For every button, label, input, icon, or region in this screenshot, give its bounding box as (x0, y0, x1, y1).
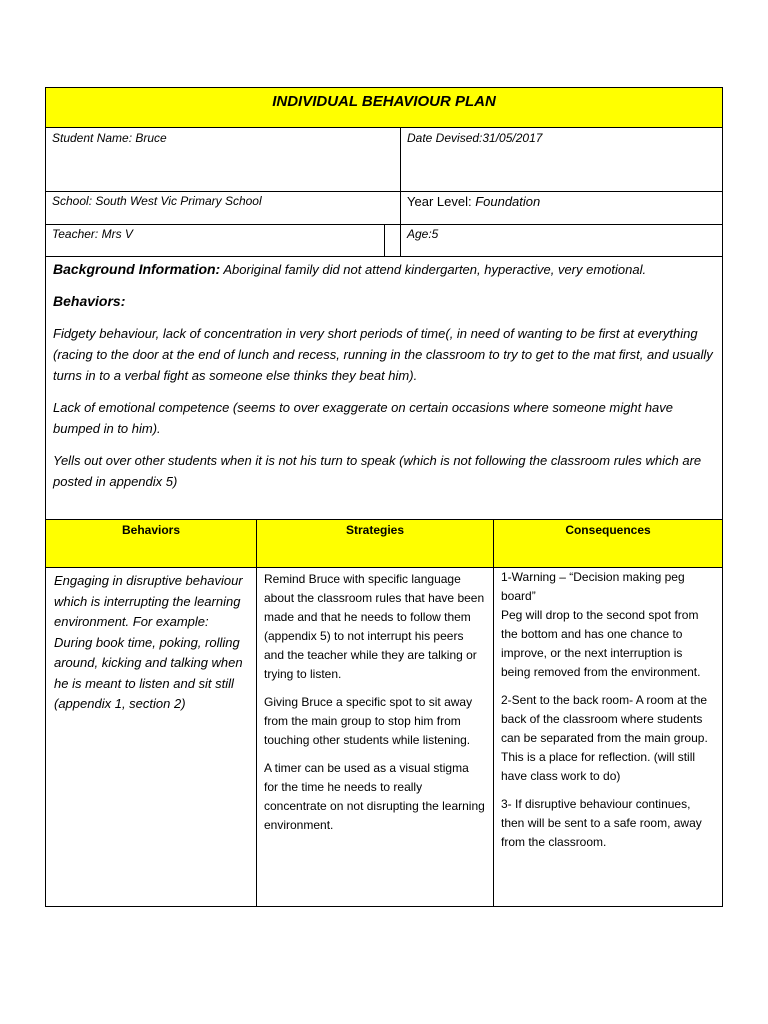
behaviors-label: Behaviors: (53, 293, 126, 309)
consequence-item: 2-Sent to the back room- A room at the back of the classroom where students can be separated from the main group. This is a place for reflection. (will still have class work to do) (501, 693, 708, 783)
info-section (45, 87, 723, 520)
school-name: School: South West Vic Primary School (52, 194, 262, 208)
plan-table (45, 519, 723, 907)
teacher-name: Teacher: Mrs V (52, 227, 133, 241)
student-age: Age:5 (407, 227, 439, 241)
year-level-label: Year Level: (407, 194, 472, 209)
strategy-item: Remind Bruce with specific language about the classroom rules that have been made and that he needs to follow them (appendix 5) to not interrupt his peers and the teacher while they are talking or trying to listen. (264, 572, 485, 681)
divider (384, 224, 385, 256)
behavior-paragraph: Fidgety behaviour, lack of concentration in very short periods of time(, in need of wanting to be first at everything (racing to the door at the end of lunch and recess, running in the classroom to try to get to the mat first, and usually turns in to a verbal fight as someone else thinks they beat him). (53, 326, 713, 383)
student-name: Student Name: Bruce (52, 131, 167, 145)
date-devised: Date Devised:31/05/2017 (407, 131, 543, 145)
page-title: INDIVIDUAL BEHAVIOUR PLAN (46, 88, 722, 128)
strategy-item: Giving Bruce a specific spot to sit away from the main group to stop him from touching other students while listening. (264, 695, 473, 747)
year-level-value: Foundation (471, 194, 541, 209)
consequence-item: 1-Warning – “Decision making peg board” (501, 570, 685, 603)
background-text: Aboriginal family did not attend kindergarten, hyperactive, very emotional. (220, 262, 647, 277)
consequence-item: Peg will drop to the second spot from the bottom and has one chance to improve, or the next interruption is being removed from the environment. (501, 608, 701, 679)
header-consequences: Consequences (494, 520, 722, 568)
strategy-item: A timer can be used as a visual stigma for the time he needs to really concentrate on not disrupting the learning environment. (264, 761, 485, 832)
consequences-cell (494, 568, 722, 861)
behavior-paragraph: Yells out over other students when it is not his turn to speak (which is not following the classroom rules which are posted in appendix 5) (53, 453, 702, 489)
consequence-item: 3- If disruptive behaviour continues, then will be sent to a safe room, away from the classroom. (501, 797, 702, 849)
strategies-cell (257, 568, 493, 846)
background-section (46, 257, 722, 503)
year-level (401, 191, 722, 212)
behavior-paragraph: Lack of emotional competence (seems to over exaggerate on certain occasions where someone might have bumped in to him). (53, 400, 674, 436)
background-label: Background Information: (53, 261, 221, 277)
header-behaviors: Behaviors (46, 520, 256, 568)
header-strategies: Strategies (257, 520, 493, 568)
behavior-cell: Engaging in disruptive behaviour which is interrupting the learning environment. For example: During book time, poking, rolling around, kicking and talking when he is meant to listen and sit still (appendix 1, section 2) (54, 573, 243, 711)
